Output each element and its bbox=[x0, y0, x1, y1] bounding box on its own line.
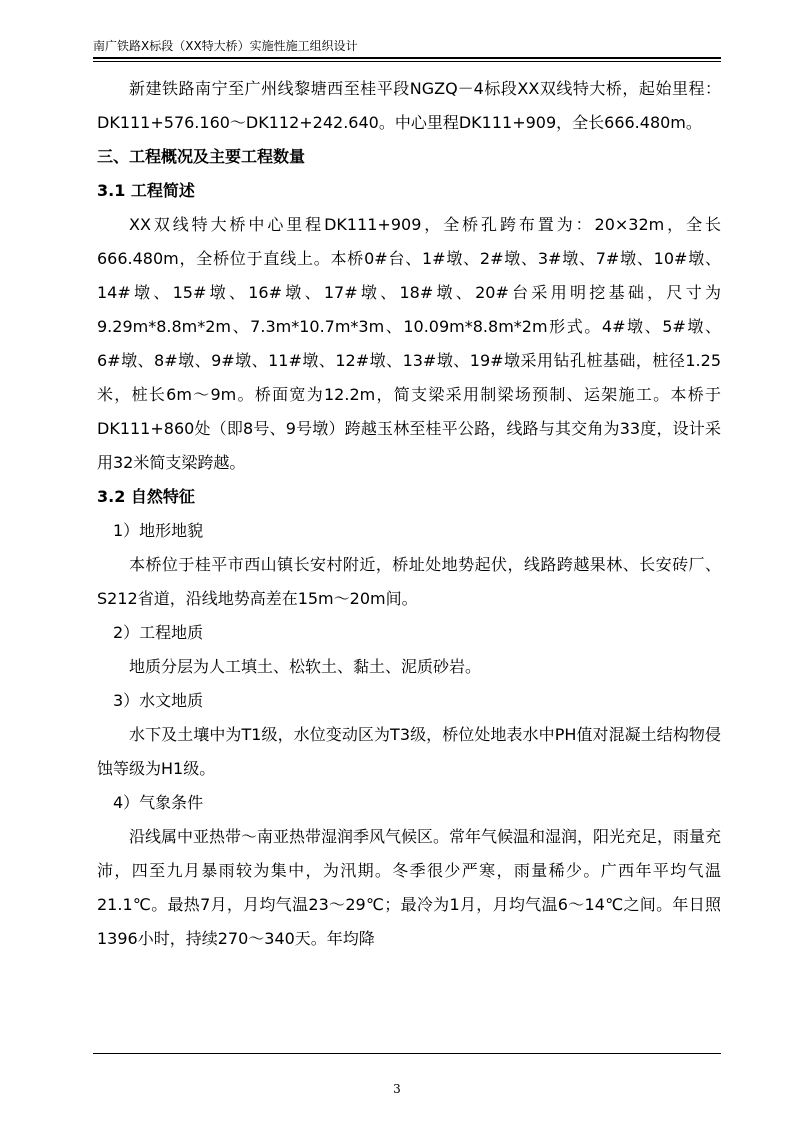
geology-paragraph: 地质分层为人工填土、松软土、黏土、泥质砂岩。 bbox=[129, 657, 482, 676]
section-3-2-heading: 3.2 自然特征 bbox=[97, 487, 195, 506]
hydrogeology-paragraph: 水下及土壤中为T1级，水位变动区为T3级，桥位处地表水中PH值对混凝土结构物侵蚀等级为H1级。 bbox=[97, 725, 721, 778]
intro-paragraph: 新建铁路南宁至广州线黎塘西至桂平段NGZQ－4标段XX双线特大桥，起始里程：DK111+576.160～DK112+242.640。中心里程DK111+909，全长666.480m。 bbox=[97, 79, 721, 132]
footer-rule bbox=[93, 1053, 721, 1054]
geology-heading: 2）工程地质 bbox=[113, 623, 204, 642]
running-header: 南广铁路Ⅹ标段（XX特大桥）实施性施工组织设计 bbox=[93, 39, 358, 53]
terrain-heading: 1）地形地貌 bbox=[113, 521, 204, 540]
header-rule-thin bbox=[93, 61, 721, 62]
section-3-1-heading: 3.1 工程简述 bbox=[97, 181, 195, 200]
section-3-1-paragraph: XX双线特大桥中心里程DK111+909，全桥孔跨布置为：20×32m，全长666.480m，全桥位于直线上。本桥0#台、1#墩、2#墩、3#墩、7#墩、10#墩、14#墩、15#墩、16#墩、17#墩、18#墩、20#台采用明挖基础，尺寸为9.29m*8.8m*2m、7.3m*10.7m*3m、10.09m*8.8m*2m形式。4#墩、5#墩、6#墩、8#墩、9#墩、11#墩、12#墩、13#墩、19#墩采用钻孔桩基础，桩径1.25米，桩长6m～9m。桥面宽为12.2m，简支梁采用制梁场预制、运架施工。本桥于DK111+860处（即8号、9号墩）跨越玉林至桂平公路，线路与其交角为33度，设计采用32米简支梁跨越。 bbox=[97, 215, 721, 472]
climate-paragraph: 沿线属中亚热带～南亚热带湿润季风气候区。常年气候温和湿润，阳光充足，雨量充沛，四至九月暴雨较为集中，为汛期。冬季很少严寒，雨量稀少。广西年平均气温21.1℃。最热7月，月均气温23～29℃；最冷为1月，月均气温6～14℃之间。年日照1396小时，持续270～340天。年均降 bbox=[97, 827, 722, 948]
hydrogeology-heading: 3）水文地质 bbox=[113, 691, 204, 710]
terrain-paragraph: 本桥位于桂平市西山镇长安村附近，桥址处地势起伏，线路跨越果林、长安砖厂、S212省道，沿线地势高差在15m～20m间。 bbox=[97, 555, 721, 608]
section-3-heading: 三、工程概况及主要工程数量 bbox=[97, 147, 306, 166]
page-number: 3 bbox=[393, 1082, 401, 1096]
header-rule-thick bbox=[93, 57, 721, 59]
climate-heading: 4）气象条件 bbox=[113, 793, 204, 812]
page-body bbox=[97, 72, 721, 956]
